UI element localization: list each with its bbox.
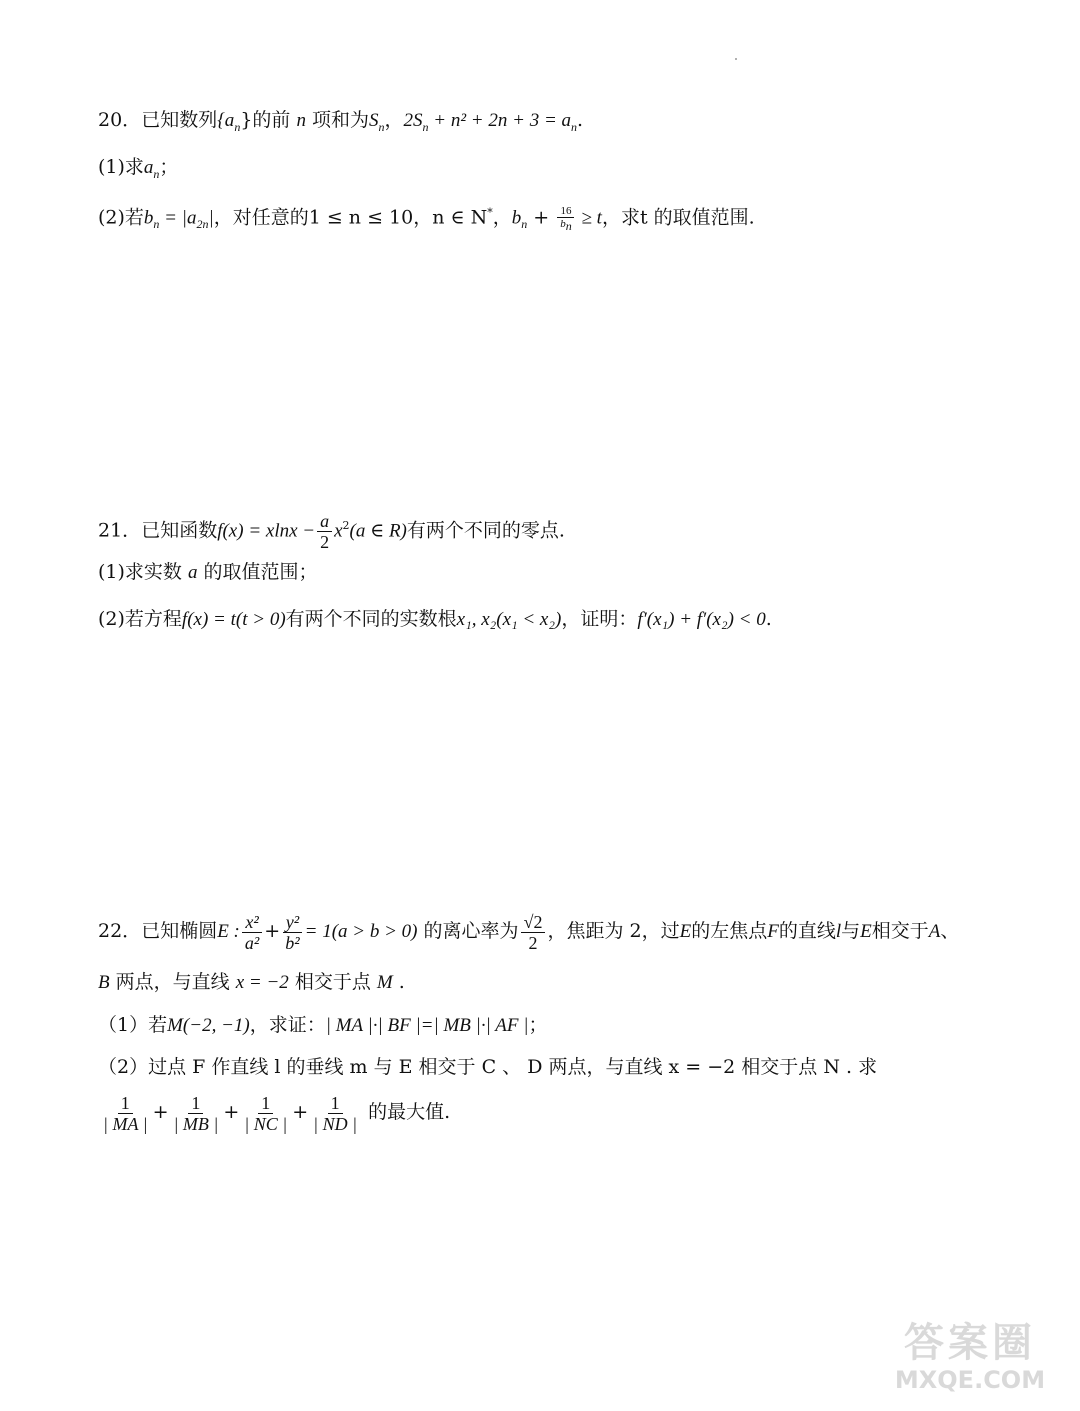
q22-p1-end: ； — [528, 1014, 548, 1036]
q22-stem-a: 已知椭圆 — [141, 920, 218, 942]
q20-stem-text-a: 已知数列 — [141, 109, 218, 131]
q21-fraction — [317, 511, 332, 552]
q22-line2-a: 两点，与直线 — [115, 971, 230, 993]
q21-p2-eq: f(x) = t(t > 0) — [181, 609, 286, 630]
q22-B: B — [98, 972, 110, 993]
q22-line2-eq: x = −2 — [235, 972, 289, 993]
q20-stem — [98, 108, 583, 139]
q20-eq-tail-sub: n — [571, 119, 578, 134]
q21-p1-end: 的取值范围； — [203, 561, 318, 583]
watermark-site-text: MXQE.COM — [894, 1366, 1046, 1394]
q21-frac-num: a — [317, 511, 332, 532]
q22-part2 — [98, 1055, 877, 1079]
q21-frac-den: 2 — [320, 531, 330, 552]
q20-p2-b2-sub: n — [521, 217, 528, 232]
q22-f4-num: 1 — [328, 1093, 343, 1114]
q22-E: E : — [217, 921, 240, 942]
q22-stem-c: ，焦距为 2，过 — [547, 920, 680, 942]
q21-p2-end: . — [765, 608, 772, 630]
q20-p1-label: (1)求 — [98, 156, 144, 178]
q22-plus: + — [264, 920, 281, 942]
q22-p1-eq: | MA |·| BF |=| MB |·| AF | — [325, 1015, 529, 1036]
q20-p2-sub2n: 2n — [196, 217, 209, 232]
q20-eq-end: . — [577, 109, 584, 131]
q20-p1-a: a — [143, 157, 154, 178]
q20-seq: {a — [217, 110, 235, 131]
q20-p2-b2: b — [511, 207, 522, 229]
q22-stem-b: 的离心率为 — [423, 920, 519, 942]
q22-M: M — [376, 972, 393, 993]
q22-stem — [98, 906, 959, 957]
q20-p2-tail: ，求t 的取值范围. — [601, 206, 755, 229]
q21-stem-b: 有两个不同的零点. — [406, 519, 565, 542]
q22-line2-b: 相交于点 — [294, 971, 371, 993]
q22-stem-d: 的左焦点 — [691, 920, 768, 942]
q20-p2-frac-den — [557, 218, 575, 232]
q22-fy-den: b² — [285, 932, 300, 953]
q21-p1-a: a — [187, 562, 198, 583]
q22-part1 — [98, 1013, 547, 1038]
q22-ecc-den: 2 — [528, 932, 538, 953]
q22-stem-f: 与 — [841, 920, 861, 942]
q22-E2: E — [679, 921, 692, 942]
q22-f4-den: | ND | — [313, 1113, 358, 1134]
q21-x: x — [334, 520, 343, 542]
q21-p2-prove: ，证明： — [561, 608, 638, 630]
q22-frac-nc — [241, 1093, 290, 1134]
q21-part2 — [98, 607, 772, 632]
q22-p2-text: （2）过点 F 作直线 l 的垂线 m 与 E 相交于 C 、 D 两点，与直线 x = −2 相交于点 N . 求 — [98, 1056, 878, 1078]
q22-stem-h: 、 — [940, 920, 960, 942]
q20-stem-text-b: }的前 — [240, 109, 291, 131]
q22-f3-den: | NC | — [244, 1113, 288, 1134]
q22-p1-M: M(−2, −1) — [167, 1015, 250, 1036]
q21-stem: 21．已知函数f(x) = xlnx − $\frac{a}{2}$ $x^2(a$ ∈ R)有两个不同的零点. — [98, 510, 565, 552]
q22-stem-e: 的直线 — [778, 920, 836, 942]
q20-p2-ge: ≥ t — [576, 207, 602, 229]
q22-fy-num: y² — [283, 912, 302, 933]
q20-p2-cond: ，对任意的1 ≤ n ≤ 10，n ∈ N — [213, 206, 488, 229]
q22-eq1: = 1(a > b > 0) — [304, 921, 418, 942]
q21-p2-mid: 有两个不同的实数根 — [285, 608, 457, 630]
q20-eq-tail: + n² + 2n + 3 = a — [428, 110, 572, 131]
q20-S: S — [369, 110, 379, 131]
q20-p1-sub: n — [153, 166, 160, 181]
q21-number: 21． — [98, 519, 142, 542]
q22-fx-den: a² — [244, 932, 260, 953]
q20-p2-frac-den-sub: n — [565, 218, 572, 233]
q22-p1-label: （1）若 — [98, 1014, 168, 1036]
q20-number: 20． — [98, 109, 142, 131]
q22-line2-end: . — [398, 971, 405, 993]
q22-stem-g: 相交于 — [871, 920, 929, 942]
q22-f2-den: | MB | — [173, 1113, 219, 1134]
q21-p2-label: (2)若方程 — [98, 608, 182, 630]
q22-A: A — [928, 921, 941, 942]
q20-p2-sep: ， — [492, 206, 512, 229]
q22-ecc-num: √2 — [521, 912, 546, 933]
q22-part2-sum: $\frac{1}{| MA |}$ + $\frac{1}{| MB |}$ + $\frac{1}{| NC |}$ + $\frac{1}{| ND |}$ 的最大值. — [98, 1090, 450, 1134]
q21-func: f(x) = xlnx − — [217, 520, 316, 542]
q22-frac-nd — [310, 1093, 360, 1134]
q20-sub: n — [234, 119, 241, 134]
q22-p1-mid: ，求证： — [249, 1014, 326, 1036]
q20-eq-sub: n — [422, 119, 429, 134]
q21-p1-label: (1)求实数 — [98, 561, 182, 583]
q20-p2-frac-den-b: b — [560, 217, 566, 230]
q22-line2 — [98, 970, 405, 995]
q21-stem-a: 已知函数 — [141, 519, 218, 542]
q20-p2-fraction — [557, 205, 575, 232]
q22-f1-den: | MA | — [103, 1113, 148, 1134]
q21-p2-roots: x₁, x₂(x₁ < x₂) — [456, 609, 562, 630]
q20-p2-abs: | — [208, 207, 214, 229]
q22-p2-end: 的最大值. — [368, 1101, 451, 1123]
q22-l: l — [835, 921, 842, 942]
q20-p2-star: * — [487, 206, 493, 219]
q20-comma: ， — [384, 109, 404, 131]
q20-p2-eq: = |a — [159, 207, 197, 229]
q22-E3: E — [860, 921, 872, 942]
stray-dot — [735, 58, 737, 60]
q20-eq: 2S — [403, 110, 423, 131]
q20-part1 — [98, 155, 178, 186]
q22-ecc — [521, 912, 546, 953]
q22-number: 22． — [98, 920, 142, 942]
q20-part2: (2)若$b_n = |a_{2n}|$，对任意的1 ≤ n ≤ 10，n ∈ N*，$b_n$ + $\frac{16}{b_n}$ ≥ t，求t 的取值范围. — [98, 204, 755, 233]
q20-p2-b-sub: n — [153, 217, 160, 232]
q22-frac-ma — [100, 1093, 151, 1134]
q22-fx-num: x² — [242, 912, 261, 933]
q20-p2-frac-num: 16 — [557, 205, 574, 218]
q20-p1-end: ； — [159, 156, 179, 178]
q20-p2-b: b — [143, 207, 154, 229]
watermark-logo-text: 答案圈 — [904, 1320, 1036, 1366]
q21-part1 — [98, 560, 318, 585]
q22-f3-num: 1 — [258, 1093, 273, 1114]
q20-stem-text-c: 项和为 — [312, 109, 370, 131]
watermark-logo — [880, 1321, 1060, 1401]
q20-p2-label: (2)若 — [98, 206, 144, 229]
q21-domain: (a ∈ R) — [349, 520, 407, 542]
q22-frac-y — [282, 912, 302, 953]
q21-p2-ineq: f′(x₁) + f′(x₂) < 0 — [637, 609, 766, 630]
q22-frac-x — [242, 912, 262, 953]
q20-S-sub: n — [378, 119, 385, 134]
q22-f2-num: 1 — [188, 1093, 203, 1114]
q22-f1-num: 1 — [118, 1093, 133, 1114]
q22-frac-mb — [170, 1093, 221, 1134]
q22-F: F — [767, 921, 779, 942]
q20-n: n — [296, 110, 306, 131]
